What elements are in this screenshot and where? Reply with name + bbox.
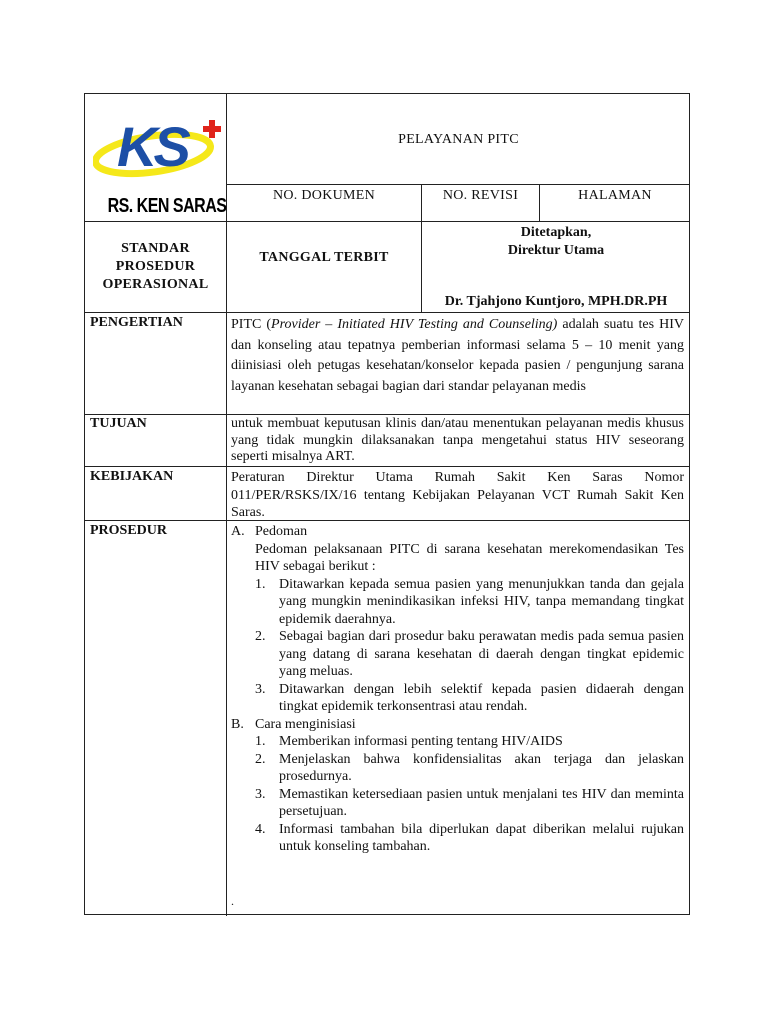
sop-label-line: OPERASIONAL xyxy=(102,277,209,292)
list-item-number: 2. xyxy=(255,751,266,767)
direktur-text: Direktur Utama xyxy=(507,243,605,258)
kebijakan-text: Peraturan Direktur Utama Rumah Sakit Ken Saras Nomor 011/PER/RSKS/IX/16 tentang Kebijakan Pelayanan VCT Rumah Sakit Ken Saras. xyxy=(231,470,684,520)
halaman-label: HALAMAN xyxy=(578,188,652,203)
pengertian-divider xyxy=(85,414,690,415)
list-item xyxy=(231,786,684,821)
list-item xyxy=(231,821,684,856)
list-item-number: 2. xyxy=(255,629,266,644)
pengertian-text-post: adalah suatu tes HIV dan konseling atau tepatnya pemberian informasi selama 5 – 10 menit yang diinisiasi oleh petugas kesehatan/konselor kepada pasien / pengunjung sarana layanan kesehatan sebagai bagian dari standar pelayanan medis xyxy=(231,317,684,394)
header-title-divider xyxy=(226,184,690,185)
ditetapkan-text: Ditetapkan, xyxy=(520,225,592,240)
header-row-divider xyxy=(85,221,690,222)
hospital-logo xyxy=(93,104,227,217)
list-item xyxy=(231,733,684,751)
no-dokumen-label: NO. DOKUMEN xyxy=(272,188,376,203)
list-item xyxy=(231,681,684,716)
list-item-number: 1. xyxy=(255,734,266,749)
pengertian-text xyxy=(231,315,684,397)
sop-label-line: STANDAR xyxy=(121,241,190,256)
list-item-text: Informasi tambahan bila diperlukan dapat diberikan melalui rujukan untuk konseling tambahan. xyxy=(279,821,684,854)
no-revisi-label: NO. REVISI xyxy=(442,188,519,203)
tujuan-divider xyxy=(85,466,690,467)
kebijakan-label: KEBIJAKAN xyxy=(90,469,174,484)
pengertian-text-pre: PITC ( xyxy=(231,317,272,332)
sop-document xyxy=(84,93,690,915)
prosedur-label: PROSEDUR xyxy=(90,523,168,538)
tujuan-label: TUJUAN xyxy=(90,416,147,431)
list-item-number: 1. xyxy=(255,576,266,592)
section-a-title: Pedoman xyxy=(255,524,308,539)
section-b-heading xyxy=(231,716,684,734)
list-item-text: Ditawarkan kepada semua pasien yang menunjukkan tanda dan gejala yang mungkin menindikasikan infeksi HIV, tanpa memandang tingkat epidemik daerahnya. xyxy=(279,576,684,627)
pengertian-text-italic: Provider – Initiated HIV Testing and Counseling) xyxy=(271,317,558,332)
list-item-text: Ditawarkan dengan lebih selektif kepada pasien didaerah dengan tingkat epidemik terkonsentrasi atau rendah. xyxy=(279,681,684,714)
prosedur-content xyxy=(231,523,684,856)
tujuan-text: untuk membuat keputusan klinis dan/atau menentukan pelayanan medis khusus yang tidak mungkin dilaksanakan tanpa mengetahui status HIV seseorang seperti misalnya ART. xyxy=(231,416,684,464)
list-item xyxy=(231,576,684,629)
list-item-number: 3. xyxy=(255,681,266,697)
header-bottom-divider xyxy=(85,312,690,313)
trailing-dot: . xyxy=(231,894,234,908)
section-a-marker: A. xyxy=(231,524,245,539)
section-b-title: Cara menginisiasi xyxy=(255,716,356,732)
signatory-name: Dr. Tjahjono Kuntjoro, MPH.DR.PH xyxy=(444,294,668,309)
document-title: PELAYANAN PITC xyxy=(398,132,519,147)
list-item xyxy=(231,751,684,786)
list-item xyxy=(231,628,684,681)
list-item-text: Sebagai bagian dari prosedur baku perawatan medis pada semua pasien yang datang di sarana kesehatan di daerah dengan tingkat epidemic yang meluas. xyxy=(279,629,684,679)
ks-logo-icon xyxy=(93,104,227,199)
list-item-text: Menjelaskan bahwa konfidensialitas akan terjaga dan jelaskan prosedurnya. xyxy=(279,751,684,784)
logo-letters: KS xyxy=(117,115,187,178)
sop-label xyxy=(85,240,226,294)
list-item-number: 3. xyxy=(255,786,266,802)
section-a-intro: Pedoman pelaksanaan PITC di sarana kesehatan merekomendasikan Tes HIV sebagai berikut : xyxy=(255,541,684,574)
hospital-name: RS. KEN SARAS xyxy=(107,195,227,217)
list-item-text: Memberikan informasi penting tentang HIV/AIDS xyxy=(279,734,563,749)
pengertian-label: PENGERTIAN xyxy=(90,315,183,330)
sop-label-line: PROSEDUR xyxy=(115,259,196,274)
list-item-number: 4. xyxy=(255,821,266,837)
ditetapkan-block xyxy=(422,224,690,260)
tanggal-terbit-label: TANGGAL TERBIT xyxy=(259,250,389,265)
list-item-text: Memastikan ketersediaan pasien untuk menjalani tes HIV dan meminta persetujuan. xyxy=(279,786,684,819)
section-a-heading xyxy=(231,523,684,541)
section-b-marker: B. xyxy=(231,716,244,732)
